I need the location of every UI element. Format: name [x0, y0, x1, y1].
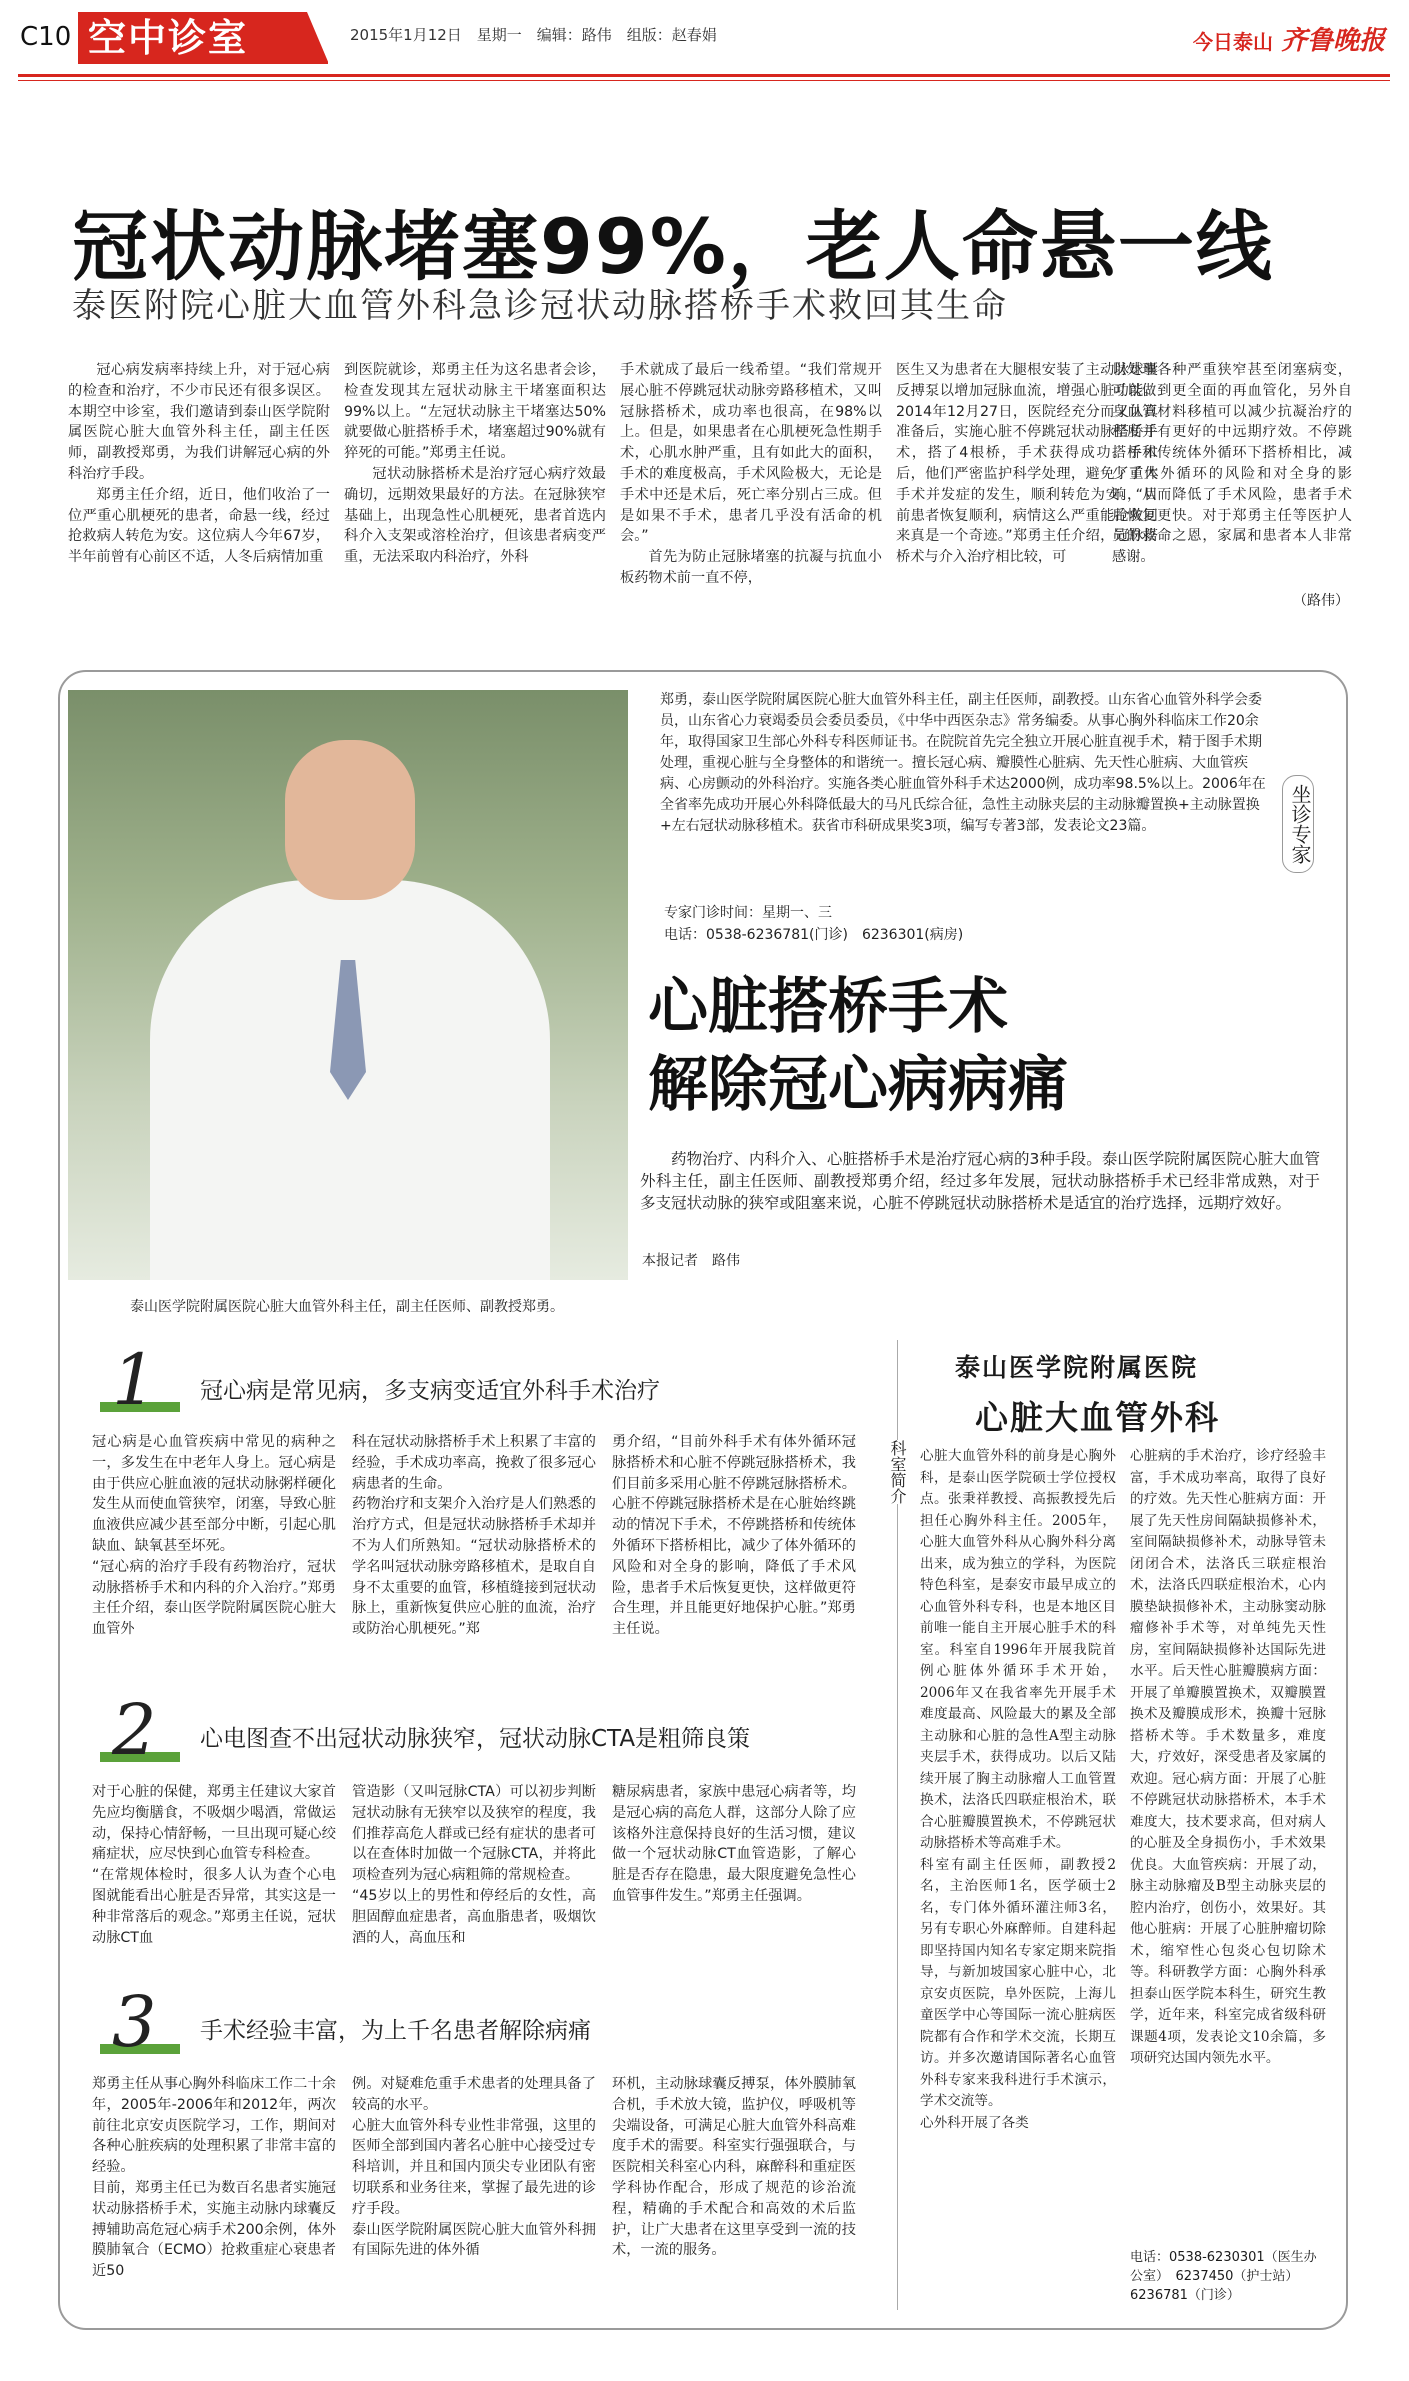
section-2-col-3: 糖尿病患者，家族中患冠心病者等，均是冠心病的高危人群，这部分人除了应该格外注意保持良好的生活习惯，建议做一个冠状动脉CT血管造影，了解心脏是否存在隐患，最大限度避免急性心血管事件发生。”郑勇主任强调。	[612, 1784, 856, 1904]
section-3-col-3: 环机，主动脉球囊反搏泵，体外膜肺氧合机，手术放大镜，监护仪，呼吸机等尖端设备，可满足心脏大血管外科高难度手术的需要。科室实行强强联合，与医院相关科室心内科，麻醉科和重症医学科协作配合，形成了规范的诊治流程，精确的手术配合和高效的术后监护，让广大患者在这里享受到一流的技术，一流的服务。	[612, 2076, 856, 2259]
intro-col-3	[620, 360, 882, 589]
section-1-col-2: 科在冠状动脉搭桥手术上积累了丰富的经验，手术成功率高，挽救了很多冠心病患者的生命。 药物治疗和支架介入治疗是人们熟悉的治疗方式，但是冠状动脉搭桥手术却并不为人们所熟知。“冠状动脉搭桥术的学名叫冠状动脉旁路移植术，是取自自身不太重要的血管，移植缝接到冠状动脉上，重新恢复供应心脏的血流，治疗或防治心肌梗死。”郑	[352, 1434, 596, 1638]
intro-paragraph: 郑勇主任介绍，近日，他们收治了一位严重心肌梗死的患者，命悬一线，经过抢救病人转危为安。这位病人今年67岁，半年前曾有心前区不适，人冬后病情加重	[68, 486, 330, 566]
feature-lead: 药物治疗、内科介入、心脏搭桥手术是治疗冠心病的3种手段。泰山医学院附属医院心脏大血管外科主任，副主任医师、副教授郑勇介绍，经过多年发展，冠状动脉搭桥手术已经非常成熟，对于多支冠状动脉的狭窄或阻塞来说，心脏不停跳冠状动脉搭桥术是适宜的治疗选择，远期疗效好。	[640, 1150, 1320, 1212]
issue-meta: 2015年1月12日 星期一 编辑：路伟 组版：赵春娟	[350, 26, 717, 44]
photo-caption: 泰山医学院附属医院心脏大血管外科主任，副主任医师、副教授郑勇。	[130, 1299, 564, 1315]
intro-paragraph: 手术就成了最后一线希望。“我们常规开展心脏不停跳冠状动脉旁路移植术，又叫冠脉搭桥术，成功率也很高，在98%以上。但是，如果患者在心肌梗死急性期手术，心肌水肿严重，且有如此大的面积，手术的难度极高，手术风险极大，无论是手术中还是术后，死亡率分别占三成。但是如果不手术，患者几乎没有活命的机会。”	[620, 362, 882, 545]
dept-name: 心脏大血管外科	[975, 1398, 1220, 1437]
section-2-col-2: 管造影（又叫冠脉CTA）可以初步判断冠状动脉有无狭窄以及狭窄的程度，我们推荐高危人群或已经有症状的患者可以在查体时加做一个冠脉CTA，并将此项检查列为冠心病粗筛的常规检查。 “45岁以上的男性和停经后的女性，高胆固醇血症患者，高血脂患者，吸烟饮酒的人，高血压和	[352, 1784, 596, 1946]
section-1-col-3: 勇介绍，“目前外科手术有体外循环冠脉搭桥术和心脏不停跳冠脉搭桥术，我们目前多采用心脏不停跳冠脉搭桥术。心脏不停跳冠脉搭桥术是在心脏始终跳动的情况下手术，不停跳搭桥和传统体外循环下搭桥相比，减少了体外循环的风险和对全身的影响，降低了手术风险，患者手术后恢复更快，这样做更符合生理，并且能更好地保护心脏。”郑勇主任说。	[612, 1434, 856, 1638]
section-banner: 空中诊室	[78, 12, 328, 64]
page-code: C10	[20, 22, 72, 52]
sub-headline: 泰医附院心脏大血管外科急诊冠状动脉搭桥手术救回其生命	[72, 286, 1008, 326]
main-headline: 冠状动脉堵塞99%，老人命悬一线	[72, 202, 1274, 291]
intro-paragraph: 冠心病发病率持续上升，对于冠心病的检查和治疗，不少市民还有很多误区。本期空中诊室，我们邀请到泰山医学院附属医院心脏大血管外科主任，副主任医师，副教授郑勇，为我们讲解冠心病的外科治疗手段。	[68, 362, 330, 482]
section-1-number: 1	[112, 1339, 157, 1421]
intro-col-5	[1112, 360, 1352, 568]
section-1-col-1: 冠心病是心血管疾病中常见的病种之一，多发生在中老年人身上。冠心病是由于供应心脏血液的冠状动脉粥样硬化发生从而使血管狭窄，闭塞，导致心脏血液供应减少甚至部分中断，引起心肌缺血、缺氧甚至坏死。 “冠心病的治疗手段有药物治疗，冠状动脉搭桥手术和内科的介入治疗。”郑勇主任介绍，泰山医学院附属医院心脏大血管外	[92, 1434, 336, 1638]
header-rule	[18, 74, 1390, 77]
clinic-info	[664, 902, 963, 946]
dept-col-1: 心脏大血管外科的前身是心胸外科，是泰山医学院硕士学位授权点。张秉祥教授、高振教授先后担任心胸外科主任。2005年，心脏大血管外科从心胸外科分离出来，成为独立的学科，为医院特色科室，是泰安市最早成立的心血管外科专科，也是本地区目前唯一能自主开展心脏手术的科室。科室自1996年开展我院首例心脏体外循环手术开始，2006年又在我省率先开展手术难度最高、风险最大的累及全部主动脉和心脏的急性A型主动脉夹层手术，获得成功。以后又陆续开展了胸主动脉瘤人工血管置换术，法洛氏四联症根治术，联合心脏瓣膜置换术，不停跳冠状动脉搭桥术等高难手术。 科室有副主任医师，副教授2名，主治医师1名，医学硕士2名，专门体外循环灌注师3名，另有专职心外麻醉师。自建科起即坚持国内知名专家定期来院指导，与新加坡国家心脏中心，北京安贞医院，阜外医院，上海儿童医学中心等国际一流心脏病医院都有合作和学术交流，长期互访。并多次邀请国际著名心血管外科专家来我科进行手术演示，学术交流等。 心外科开展了各类	[920, 1448, 1116, 2131]
intro-paragraph: 到医院就诊，郑勇主任为这名患者会诊，检查发现其左冠状动脉主干堵塞面积达99%以上。“左冠状动脉主干堵塞达50%就要做心脏搭桥手术，堵塞超过90%就有猝死的可能。”郑勇主任说。	[344, 362, 606, 462]
edition-label: 今日泰山	[1192, 30, 1273, 54]
section-2-col-1: 对于心脏的保健，郑勇主任建议大家首先应均衡膳食，不吸烟少喝酒，常做运动，保持心情舒畅，一旦出现可疑心绞痛症状，应尽快到心血管专科检查。 “在常规体检时，很多人认为查个心电图就能看出心脏是否异常，其实这是一种非常落后的观念。”郑勇主任说，冠状动脉CT血	[92, 1784, 336, 1946]
doctor-bio: 郑勇，泰山医学院附属医院心脏大血管外科主任，副主任医师，副教授。山东省心血管外科学会委员，山东省心力衰竭委员会委员委员，《中华中西医杂志》常务编委。从事心胸外科临床工作20余年，取得国家卫生部心外科专科医师证书。在院院首先完全独立开展心脏直视手术，精于图手术期处理，重视心脏与全身整体的和谐统一。擅长冠心病、瓣膜性心脏病、先天性心脏病、大血管疾病、心房颤动的外科治疗。实施各类心脏血管外科手术达2000例，成功率98.5%以上。2006年在全省率先成功开展心外科降低最大的马凡氏综合征，急性主动脉夹层的主动脉瓣置换+主动脉置换+左右冠状动脉移植术。获省市科研成果奖3项，编写专著3部，发表论文23篇。	[660, 692, 1266, 834]
photo-head	[285, 740, 415, 900]
section-3-col-2: 例。对疑难危重手术患者的处理具备了较高的水平。 心脏大血管外科专业性非常强，这里的医师全部到国内著名心脏中心接受过专科培训，并且和国内顶尖专业团队有密切联系和业务往来，掌握了最先进的诊疗手段。 泰山医学院附属医院心脏大血管外科拥有国际先进的体外循	[352, 2076, 596, 2259]
section-2-number: 2	[112, 1689, 157, 1771]
section-3-title: 手术经验丰富，为上千名患者解除病痛	[200, 2018, 591, 2044]
intro-paragraph: 医生又为患者在大腿根安装了主动脉球囊反搏泵以增加冠脉血流，增强心脏功能。2014年12月27日，医院经充分而又认真准备后，实施心脏不停跳冠状动脉搭桥手术，搭了4根桥，手术获得成功。手术后，他们严密监护科学处理，避免了重大手术并发症的发生，顺利转危为安。“目前患者恢复顺利，病情这么严重能抢救回来真是一个奇迹。”郑勇主任介绍，冠脉搭桥术与介入治疗相比较，可	[896, 362, 1158, 566]
expert-tag: 坐诊专家	[1282, 775, 1314, 873]
feature-title-line-1: 心脏搭桥手术	[648, 972, 1008, 1042]
header-rule-thin	[18, 80, 1390, 81]
intro-paragraph: 首先为防止冠脉堵塞的抗凝与抗血小板药物术前一直不停，	[620, 549, 882, 586]
intro-paragraph: 冠状动脉搭桥术是治疗冠心病疗效最确切，远期效果最好的方法。在冠脉狭窄基础上，出现急性心肌梗死，患者首选内科介入支架或溶栓治疗，但该患者病变严重，无法采取内科治疗，外科	[344, 465, 606, 566]
dept-intro-tag: 科室简介	[884, 1440, 910, 1504]
section-3-col-1: 郑勇主任从事心胸外科临床工作二十余年，2005年-2006年和2012年，两次前往北京安贞医院学习，工作，期间对各种心脏疾病的处理积累了非常丰富的经验。 目前，郑勇主任已为数百名患者实施冠状动脉搭桥手术，实施主动脉内球囊反搏辅助高危冠心病手术200余例，体外膜肺氧合（ECMO）抢救重症心衰患者近50	[92, 2076, 336, 2280]
clinic-time: 专家门诊时间：星期一、三	[664, 905, 832, 921]
intro-paragraph: 以处理各种严重狭窄甚至闭塞病变，可以做到更全面的再血管化，另外自身血管材料移植可以减少抗凝治疗的程度并有更好的中远期疗效。不停跳搭桥和传统体外循环下搭桥相比，减少了体外循环的风险和对全身的影响，从而降低了手术风险，患者手术后恢复更快。对于郑勇主任等医护人员的救命之恩，家属和患者本人非常感谢。	[1112, 362, 1352, 566]
intro-byline: （路伟）	[1293, 593, 1349, 609]
feature-title-line-2: 解除冠心病病痛	[648, 1050, 1068, 1120]
masthead-right	[1193, 20, 1385, 57]
intro-col-1	[68, 360, 330, 568]
section-2-title: 心电图查不出冠状动脉狭窄，冠状动脉CTA是粗筛良策	[200, 1726, 751, 1752]
dept-hospital-name: 泰山医学院附属医院	[955, 1353, 1199, 1382]
section-3-number: 3	[112, 1981, 157, 2063]
dept-col-2: 心脏病的手术治疗，诊疗经验丰富，手术成功率高，取得了良好的疗效。先天性心脏病方面：开展了先天性房间隔缺损修补术，室间隔缺损修补术，动脉导管未闭闭合术，法洛氏三联症根治术，法洛氏四联症根治术，心内膜垫缺损修补术，主动脉窦动脉瘤修补手术等，对单纯先天性房，室间隔缺损修补达国际先进水平。后天性心脏瓣膜病方面：开展了单瓣膜置换术，双瓣膜置换术及瓣膜成形术，换瓣十冠脉搭桥术等。手术数量多，难度大，疗效好，深受患者及家属的欢迎。冠心病方面：开展了心脏不停跳冠状动脉搭桥术，本手术难度大，技术要求高，但对病人的心脏及全身损伤小，手术效果优良。大血管疾病：开展了动，脉主动脉瘤及B型主动脉夹层的腔内治疗，创伤小，效果好。其他心脏病：开展了心脏肿瘤切除术，缩窄性心包炎心包切除术等。科研教学方面：心胸外科承担泰山医学院本科生，研究生教学，近年来，科室完成省级科研课题4项，发表论文10余篇，多项研究达国内领先水平。	[1130, 1448, 1326, 2066]
feature-title	[648, 968, 1068, 1124]
dept-phone: 电话：0538-6230301（医生办公室） 6237450（护士站） 6236781（门诊）	[1130, 2250, 1317, 2303]
paper-logo: 齐鲁晚报	[1280, 26, 1385, 56]
reporter-byline: 本报记者 路伟	[642, 1253, 740, 1269]
clinic-phone: 电话：0538-6236781(门诊) 6236301(病房)	[664, 927, 964, 943]
intro-col-2	[344, 360, 606, 568]
section-1-title: 冠心病是常见病，多支病变适宜外科手术治疗	[200, 1378, 660, 1404]
